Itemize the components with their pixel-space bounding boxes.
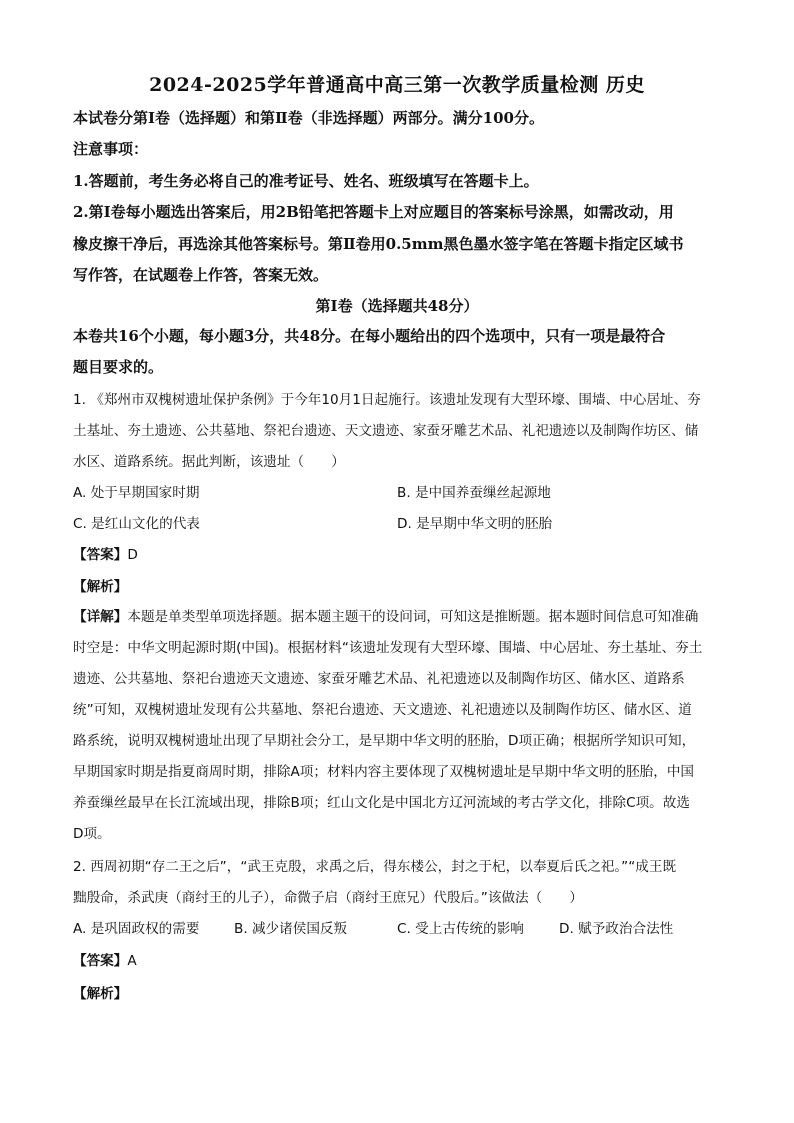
- notice-item-2-line-3: 写作答，在试题卷上作答，答案无效。: [73, 266, 329, 284]
- q2-analysis: [73, 982, 723, 1005]
- q2-stem-line-2: 黜殷命，杀武庚（商纣王的儿子），命微子启（商纣王庶兄）代殷后。”该做法（ ）: [73, 890, 584, 906]
- q1-stem-line-1: 1. 《郑州市双槐树遗址保护条例》于今年10月1日起施行。该遗址发现有大型环壕、围墙、中心居址、夯: [73, 392, 701, 408]
- q1-detail-line-7: 养蚕缫丝最早在长江流域出现，排除B项；红山文化是中国北方辽河流域的考古学文化，排除C项。故选: [73, 795, 690, 811]
- q2-answer: [73, 950, 723, 972]
- section-heading: 第Ⅰ卷（选择题共48分）: [315, 297, 479, 315]
- page-title: 2024-2025学年普通高中高三第一次教学质量检测 历史: [149, 74, 645, 96]
- q2-answer-label: 【答案】: [73, 953, 128, 969]
- q1-stem-line-3: 水区、道路系统。据此判断，该遗址（ ）: [73, 454, 345, 470]
- q2-stem-line-1: 2. 西周初期“存二王之后”，“武王克殷，求禹之后，得东楼公，封之于杞，以奉夏后氏之祀。”“成王既: [73, 859, 677, 875]
- q2-option-b: B. 减少诸侯国反叛: [234, 921, 348, 937]
- q2-option-d: D. 赋予政治合法性: [559, 921, 674, 937]
- notice-heading: 注意事项：: [73, 140, 149, 158]
- q1-option-a: A. 处于早期国家时期: [73, 485, 200, 501]
- q1-stem-line-2: 土基址、夯土遗迹、公共墓地、祭祀台遗迹、天文遗迹、家蚕牙雕艺术品、礼祀遗迹以及制陶作坊区、储: [73, 423, 699, 439]
- q2-option-a: A. 是巩固政权的需要: [73, 921, 200, 937]
- exam-intro: 本试卷分第Ⅰ卷（选择题）和第Ⅱ卷（非选择题）两部分。满分100分。: [73, 109, 544, 127]
- q1-answer: [73, 544, 723, 566]
- q2-analysis-label: 【解析】: [73, 986, 128, 1002]
- q1-detail-label: 【详解】: [73, 609, 128, 625]
- q1-detail-text-1: 本题是单类型单项选择题。据本题主题干的设问词，可知这是推断题。据本题时间信息可知准确: [127, 609, 699, 625]
- q1-analysis-label: 【解析】: [73, 579, 128, 595]
- q2-answer-value: A: [127, 953, 137, 969]
- q1-answer-label: 【答案】: [73, 547, 128, 563]
- q1-option-d: D. 是早期中华文明的胚胎: [397, 516, 553, 532]
- section-intro-line-2: 题目要求的。: [73, 358, 164, 376]
- notice-item-1: 1.答题前，考生务必将自己的准考证号、姓名、班级填写在答题卡上。: [73, 172, 539, 190]
- notice-item-2-line-2: 橡皮擦干净后，再选涂其他答案标号。第Ⅱ卷用0.5mm黑色墨水签字笔在答题卡指定区域书: [73, 235, 684, 253]
- q1-analysis: [73, 575, 723, 598]
- q2-option-c: C. 受上古传统的影响: [397, 921, 524, 937]
- q1-detail-line-1: [73, 606, 723, 628]
- q1-answer-value: D: [127, 547, 138, 563]
- q1-detail-line-6: 早期国家时期是指夏商周时期，排除A项；材料内容主要体现了双槐树遗址是早期中华文明的胚胎，中国: [73, 764, 695, 780]
- q1-option-b: B. 是中国养蚕缫丝起源地: [397, 485, 551, 501]
- q1-detail-line-4: 统”可知，双槐树遗址发现有公共墓地、祭祀台遗迹、天文遗迹、礼祀遗迹以及制陶作坊区、储水区、道: [73, 702, 692, 718]
- q1-option-c: C. 是红山文化的代表: [73, 516, 200, 532]
- q1-detail-line-3: 遗迹、公共墓地、祭祀台遗迹天文遗迹、家蚕牙雕艺术品、礼祀遗迹以及制陶作坊区、储水区、道路系: [73, 671, 685, 687]
- section-intro-line-1: 本卷共16个小题，每小题3分，共48分。在每小题给出的四个选项中，只有一项是最符合: [73, 327, 666, 345]
- q1-detail-line-2: 时空是：中华文明起源时期(中国)。根据材料“该遗址发现有大型环壕、围墙、中心居址、夯土基址、夯土: [73, 640, 703, 656]
- notice-item-2-line-1: 2.第Ⅰ卷每小题选出答案后，用2B铅笔把答题卡上对应题目的答案标号涂黑，如需改动，用: [73, 203, 674, 221]
- q1-detail-line-8: D项。: [73, 826, 111, 842]
- q1-detail-line-5: 路系统，说明双槐树遗址出现了早期社会分工，是早期中华文明的胚胎，D项正确；根据所学知识可知，: [73, 733, 696, 749]
